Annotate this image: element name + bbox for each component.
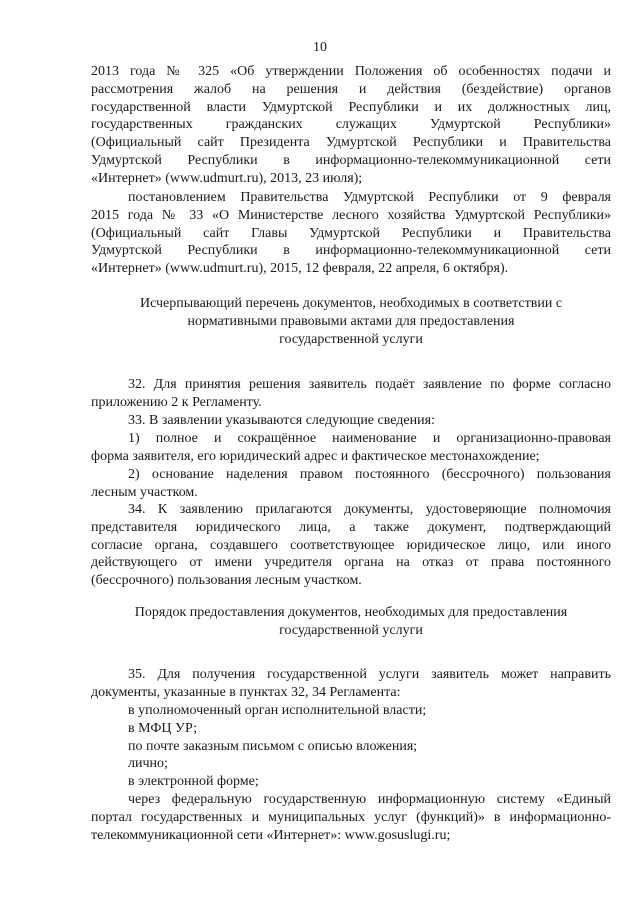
text-line: через федеральную государственную информационную систему «Единый	[128, 792, 611, 807]
heading-line: нормативными правовыми актами для предоставления	[187, 313, 515, 329]
text-line: «Интернет» (www.udmurt.ru), 2015, 12 февраля, 22 апреля, 6 октября).	[91, 261, 509, 277]
list-item: лично;	[128, 756, 168, 772]
text-line: портал государственных и муниципальных услуг (функций)» в информационно-	[91, 809, 611, 825]
text-line: документы, указанные в пунктах 32, 34 Регламента:	[91, 684, 401, 700]
text-line: Удмуртской Республики в информационно-телекоммуникационной сети	[91, 152, 611, 168]
section-heading-submission-order	[91, 604, 611, 640]
text-line: телекоммуникационной сети «Интернет»: www.gosuslugi.ru;	[91, 827, 451, 843]
text-line: Удмуртской Республики в информационно-телекоммуникационной сети	[91, 243, 611, 259]
heading-line: государственной услуги	[279, 331, 423, 347]
text-line: (Официальный сайт Главы Удмуртской Республики и Правительства	[91, 225, 611, 241]
text-line: (Официальный сайт Президента Удмуртской Республики и Правительства	[91, 135, 611, 151]
text-line: «Интернет» (www.udmurt.ru), 2013, 23 июля);	[91, 170, 363, 186]
list-item: в уполномоченный орган исполнительной власти;	[128, 703, 427, 718]
paragraph-32	[91, 376, 611, 412]
heading-line: Исчерпывающий перечень документов, необходимых в соответствии с	[139, 296, 563, 311]
text-line: государственных гражданских служащих Удмуртской Республики»	[91, 117, 611, 133]
text-line: 2) основание наделения правом постоянного (бессрочного) пользования	[128, 467, 611, 482]
text-line: приложению 2 к Регламенту.	[91, 394, 262, 410]
text-line: представителя юридического лица, а также документ, подтверждающий	[91, 519, 611, 535]
paragraph-34	[91, 501, 611, 590]
paragraph-35	[91, 666, 611, 702]
heading-line: Порядок предоставления документов, необходимых для предоставления	[134, 605, 568, 620]
text-line: постановлением Правительства Удмуртской Республики от 9 февраля	[128, 190, 611, 205]
text-line: форма заявителя, его юридический адрес и фактическое местонахождение;	[91, 448, 540, 464]
text-line: 2015 года № 33 «О Министерстве лесного хозяйства Удмуртской Республики»	[91, 207, 611, 223]
text-line: лесным участком.	[91, 484, 198, 500]
list-item: по почте заказным письмом с описью вложения;	[128, 738, 418, 754]
list-item: в МФЦ УР;	[128, 720, 198, 736]
paragraph-resolution-33	[91, 189, 611, 278]
text-line: 2013 года № 325 «Об утверждении Положения об особенностях подачи и	[91, 64, 611, 79]
text-line: 33. В заявлении указываются следующие сведения:	[128, 413, 435, 428]
text-line: рассмотрения жалоб на решения и действия (бездействие) органов	[91, 81, 611, 97]
text-line: 1) полное и сокращённое наименование и организационно-правовая	[128, 431, 611, 446]
paragraph-33-item-2	[91, 466, 611, 502]
text-line: 34. К заявлению прилагаются документы, удостоверяющие полномочия	[128, 502, 611, 517]
text-line: государственной власти Удмуртской Республики и их должностных лиц,	[91, 99, 611, 115]
paragraph-decree-325	[91, 63, 611, 188]
paragraph-35-portal	[91, 791, 611, 844]
text-line: (бессрочного) пользования лесным участком.	[91, 573, 362, 589]
text-line: согласие органа, создавшего соответствующее юридическое лицо, или иного	[91, 537, 611, 553]
page-number: 10	[313, 40, 327, 55]
paragraph-33	[91, 412, 611, 430]
text-line: 35. Для получения государственной услуги заявитель может направить	[128, 667, 611, 682]
text-line: действующего от имени учредителя органа на отказ от права постоянного	[91, 555, 611, 571]
section-heading-documents-list	[91, 295, 611, 348]
list-item: в электронной форме;	[128, 774, 259, 790]
text-line: 32. Для принятия решения заявитель подаёт заявление по форме согласно	[128, 377, 611, 392]
submission-methods-list	[91, 702, 611, 791]
paragraph-33-item-1	[91, 430, 611, 466]
heading-line: государственной услуги	[279, 622, 423, 638]
